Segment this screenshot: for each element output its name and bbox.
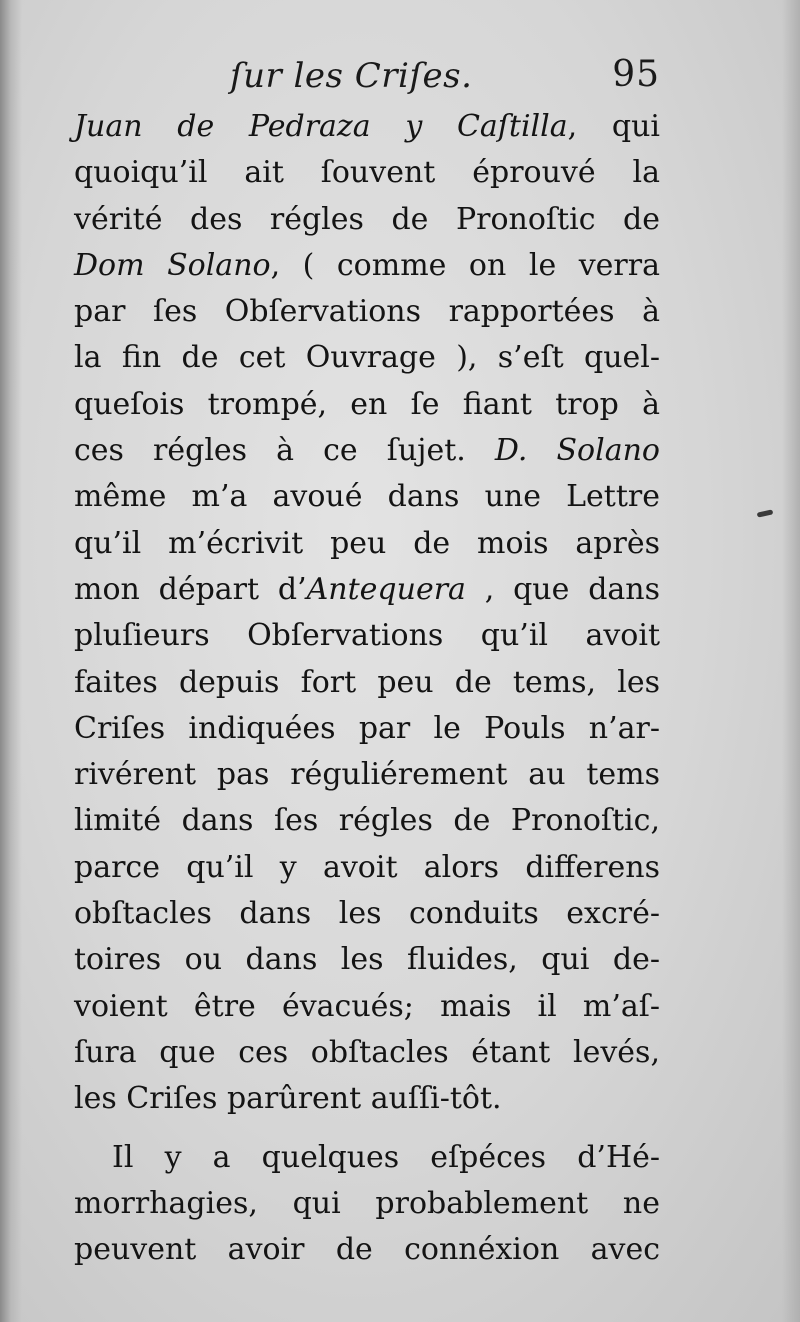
text-line [74, 335, 660, 381]
text-line [74, 428, 660, 474]
text-line [74, 197, 660, 243]
text-line [74, 798, 660, 844]
running-title: ſur les Criſes. [230, 56, 473, 96]
italic-text: Antequera [306, 571, 466, 607]
text-line [74, 706, 660, 752]
text-span: les Criſes parûrent auſſi-tôt. [74, 1081, 502, 1117]
text-line [74, 613, 660, 659]
text-span: , que dans [465, 571, 660, 607]
ink-speck [757, 509, 774, 517]
text-line [74, 382, 660, 428]
text-span: obſtacles dans les conduits excré- [74, 896, 660, 932]
text-span: faites depuis fort peu de tems, les [74, 664, 660, 700]
text-span: ces régles à ce ſujet. [74, 433, 495, 469]
page-number: 95 [612, 54, 660, 95]
text-line [74, 845, 660, 891]
text-span: toires ou dans les fluides, qui de- [74, 942, 660, 978]
text-line [74, 474, 660, 520]
body-text [74, 104, 660, 1273]
text-line [74, 243, 660, 289]
text-line [74, 567, 660, 613]
italic-text: Juan de Pedraza y Caſtilla [74, 109, 568, 144]
text-span: même m’a avoué dans une Lettre [74, 479, 660, 515]
text-span: rivérent pas réguliérement au tems [74, 757, 660, 793]
text-span: morrhagies, qui probablement ne [74, 1185, 660, 1221]
italic-text: Dom Solano [74, 247, 271, 283]
text-span: limité dans ſes régles de Pronoſtic, [74, 803, 660, 839]
text-span: mon départ d’ [74, 571, 307, 607]
text-span: quoiqu’il ait ſouvent éprouvé la [74, 155, 660, 191]
text-span: queſois trompé, en ſe fiant trop à [74, 386, 660, 422]
text-span: pluſieurs Obſervations qu’il avoit [74, 618, 660, 654]
running-head [230, 52, 660, 102]
text-line [74, 1181, 660, 1227]
text-line [74, 104, 660, 150]
italic-text: D. Solano [494, 433, 660, 469]
text-span: la fin de cet Ouvrage ), s’eſt quel- [74, 340, 660, 376]
text-line [74, 289, 660, 335]
text-span: parce qu’il y avoit alors differens [74, 849, 660, 885]
paragraph-gap [74, 1123, 660, 1135]
text-line [74, 1030, 660, 1076]
text-line [74, 1227, 660, 1273]
text-span: , ( comme on le verra [270, 247, 660, 283]
paragraph [74, 104, 660, 1123]
text-span: ſura que ces obſtacles étant levés, [74, 1034, 660, 1070]
text-span: , qui [567, 109, 660, 144]
text-span: peuvent avoir de connéxion avec [74, 1232, 660, 1268]
text-line [74, 1135, 660, 1181]
text-line [74, 521, 660, 567]
text-span: par ſes Obſervations rapportées à [74, 294, 660, 330]
paragraph [74, 1135, 660, 1274]
text-span: vérité des régles de Pronoſtic de [74, 201, 660, 237]
text-span: Criſes indiquées par le Pouls n’ar- [74, 710, 660, 746]
text-line [74, 891, 660, 937]
text-line [74, 660, 660, 706]
text-line [74, 150, 660, 196]
text-line [74, 1076, 660, 1122]
page-edge-shadow [782, 0, 800, 1322]
text-span: qu’il m’écrivit peu de mois après [74, 525, 660, 561]
gutter-shadow [0, 0, 22, 1322]
text-span: voient être évacués; mais il m’aſ- [74, 988, 660, 1024]
text-line [74, 937, 660, 983]
text-span: Il y a quelques eſpéces d’Hé- [112, 1139, 660, 1175]
text-line [74, 984, 660, 1030]
text-line [74, 752, 660, 798]
